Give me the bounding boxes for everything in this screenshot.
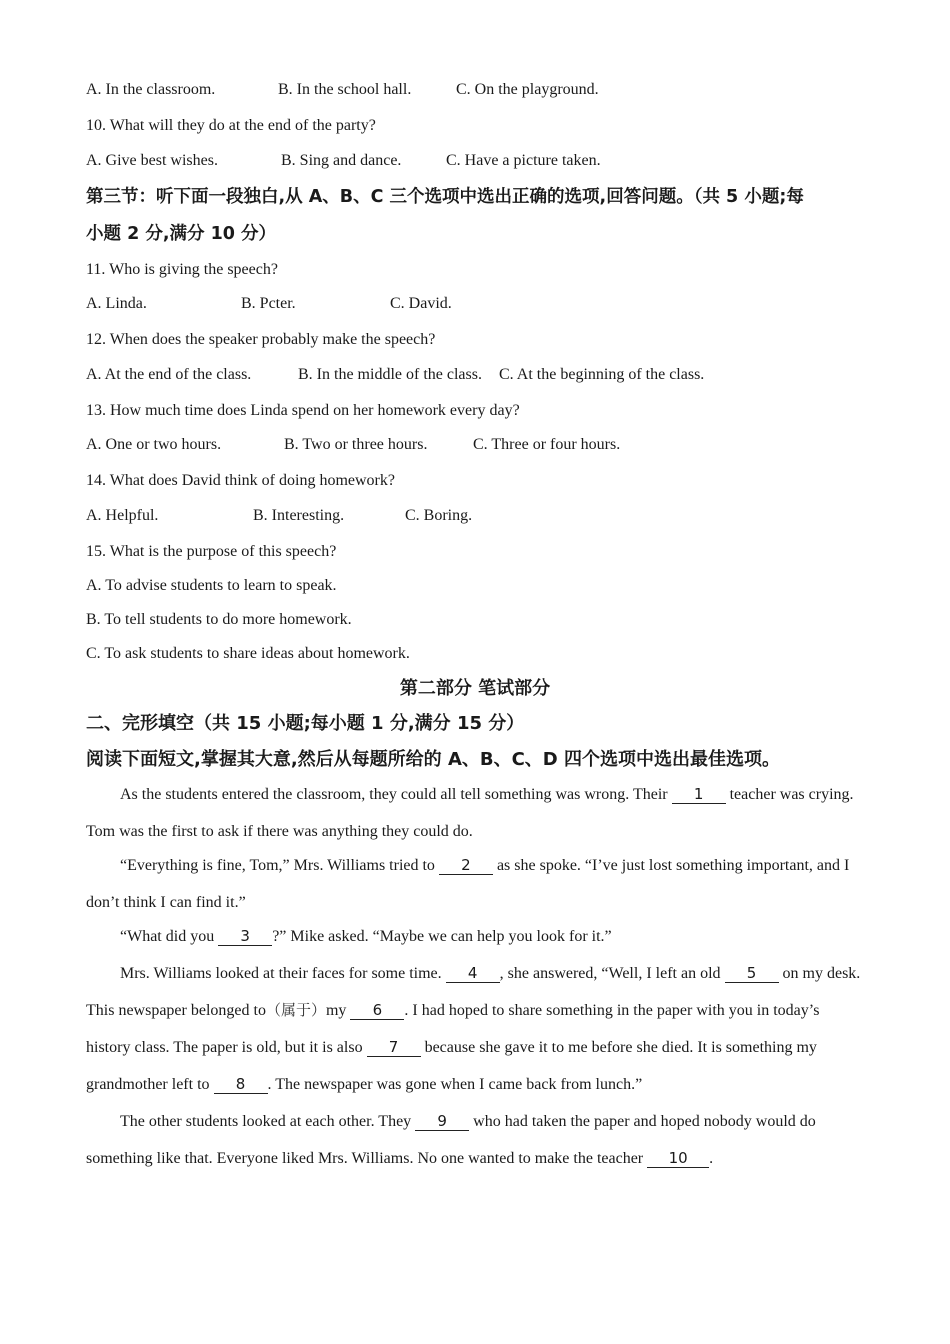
cloze-heading: 二、完形填空（共 15 小题;每小题 1 分,满分 15 分） <box>86 713 525 734</box>
q13-option-b: B. Two or three hours. <box>284 436 428 453</box>
blank-9: 9 <box>415 1112 469 1131</box>
q10-option-a: A. Give best wishes. <box>86 152 218 169</box>
blank-2: 2 <box>439 856 493 875</box>
q14-option-c: C. Boring. <box>405 507 473 524</box>
q9-option-c: C. On the playground. <box>456 81 599 98</box>
q15-option-a: A. To advise students to learn to speak. <box>86 577 337 594</box>
passage-paragraph-5: The other students looked at each other. They 9 who had taken the paper and hoped nobody would do something like that. Everyone liked Mrs. Williams. No one wanted to make the teacher 10 . <box>86 1112 816 1167</box>
passage-paragraph-4: Mrs. Williams looked at their faces for some time. 4 , she answered, “Well, I left an old 5 on my desk. This newspaper belonged to（属于）my 6 . I had hoped to share something in the paper with you in today’s history class. The paper is old, but it is also 7 because she gave it to me before she died. It is something my grandmother left to 8 . The newspaper was gone when I came back from lunch.” <box>86 964 861 1093</box>
q12-question: 12. When does the speaker probably make the speech? <box>86 331 436 348</box>
q13-question: 13. How much time does Linda spend on her homework every day? <box>86 402 520 419</box>
q13-option-c: C. Three or four hours. <box>473 436 621 453</box>
q11-option-c: C. David. <box>390 295 452 312</box>
q9-option-a: A. In the classroom. <box>86 81 216 98</box>
q10-question: 10. What will they do at the end of the party? <box>86 117 376 134</box>
blank-3: 3 <box>218 927 272 946</box>
passage-paragraph-2: “Everything is fine, Tom,” Mrs. Williams tried to 2 as she spoke. “I’ve just lost something important, and I don’t think I can find it.” <box>86 856 850 911</box>
q11-question: 11. Who is giving the speech? <box>86 261 278 278</box>
section3-heading-line2: 小题 2 分,满分 10 分） <box>86 224 277 244</box>
q14-option-b: B. Interesting. <box>253 507 345 524</box>
blank-6: 6 <box>350 1001 404 1020</box>
blank-7: 7 <box>367 1038 421 1057</box>
q14-question: 14. What does David think of doing homework? <box>86 472 395 489</box>
blank-10: 10 <box>647 1149 709 1168</box>
q11-option-a: A. Linda. <box>86 295 147 312</box>
blank-5: 5 <box>725 964 779 983</box>
q11-option-b: B. Pcter. <box>241 295 296 312</box>
q12-option-c: C. At the beginning of the class. <box>499 366 705 383</box>
section3-heading-line1: 第三节：听下面一段独白,从 A、B、C 三个选项中选出正确的选项,回答问题。（共 5 小题;每 <box>86 187 804 207</box>
passage-paragraph-3: “What did you 3 ?” Mike asked. “Maybe we can help you look for it.” <box>120 927 612 945</box>
q12-option-a: A. At the end of the class. <box>86 366 252 383</box>
part2-title: 第二部分 笔试部分 <box>399 678 551 699</box>
q10-option-c: C. Have a picture taken. <box>446 152 601 169</box>
blank-8: 8 <box>214 1075 268 1094</box>
q13-option-a: A. One or two hours. <box>86 436 222 453</box>
q15-question: 15. What is the purpose of this speech? <box>86 543 337 560</box>
q10-option-b: B. Sing and dance. <box>281 152 402 169</box>
q14-option-a: A. Helpful. <box>86 507 159 524</box>
passage-paragraph-1: As the students entered the classroom, they could all tell something was wrong. Their 1 teacher was crying. Tom was the first to ask if there was anything they could do. <box>86 785 854 840</box>
q9-option-b: B. In the school hall. <box>278 81 412 98</box>
blank-4: 4 <box>446 964 500 983</box>
q12-option-b: B. In the middle of the class. <box>298 366 482 383</box>
q15-option-c: C. To ask students to share ideas about homework. <box>86 645 410 662</box>
cloze-instruction: 阅读下面短文,掌握其大意,然后从每题所给的 A、B、C、D 四个选项中选出最佳选项。 <box>86 749 781 770</box>
blank-1: 1 <box>672 785 726 804</box>
q15-option-b: B. To tell students to do more homework. <box>86 611 352 628</box>
